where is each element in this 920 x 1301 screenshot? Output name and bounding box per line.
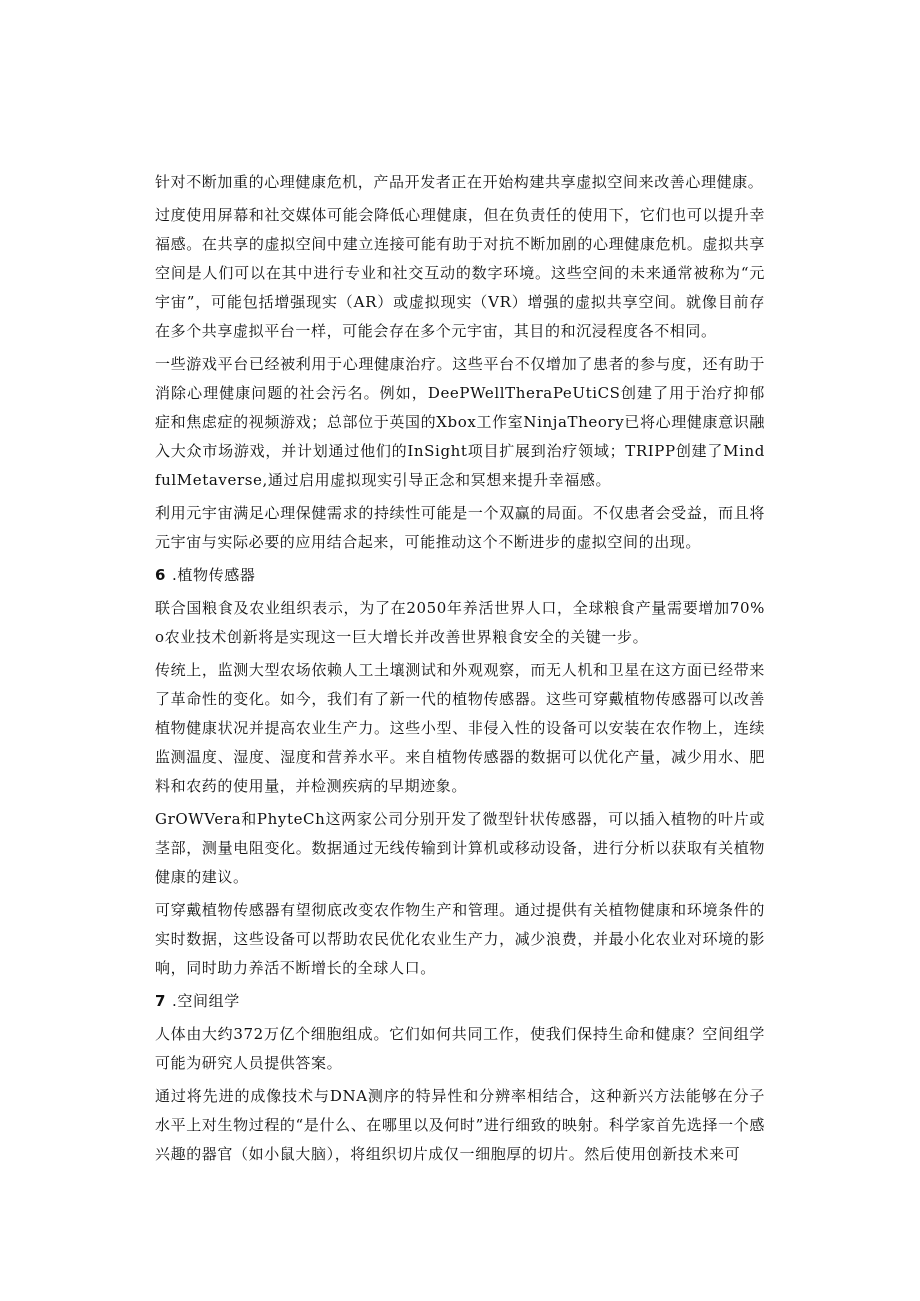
paragraph-wearable-sensors: 可穿戴植物传感器有望彻底改变农作物生产和管理。通过提供有关植物健康和环境条件的实时数据，这些设备可以帮助农民优化农业生产力，减少浪费，并最小化农业对环境的影响，同时助力养活不断增长的全球人口。 — [155, 901, 765, 977]
section-heading-plant-sensors — [155, 561, 765, 590]
section-number: 7 — [155, 992, 167, 1010]
paragraph-human-cells: 人体由大约372万亿个细胞组成。它们如何共同工作，使我们保持生命和健康？空间组学可能为研究人员提供答案。 — [155, 1025, 765, 1072]
document-body — [155, 168, 765, 1173]
paragraph-gaming-platforms: 一些游戏平台已经被利用于心理健康治疗。这些平台不仅增加了患者的参与度，还有助于消除心理健康问题的社会污名。例如，DeePWellTheraPeUtiCS创建了用于治疗抑郁症和焦虑症的视频游戏；总部位于英国的Xbox工作室NinjaTheory已将心理健康意识融入大众市场游戏，并计划通过他们的InSight项目扩展到治疗领域；TRIPP创建了MindfulMetaverse,通过启用虚拟现实引导正念和冥想来提升幸福感。 — [155, 355, 765, 489]
paragraph-companies: GrOWVera和PhyteCh这两家公司分别开发了微型针状传感器，可以插入植物的叶片或茎部，测量电阻变化。数据通过无线传输到计算机或移动设备，进行分析以获取有关植物健康的建议。 — [155, 810, 765, 886]
section-heading-spatial-omics — [155, 987, 765, 1016]
paragraph-metaverse-conclusion: 利用元宇宙满足心理保健需求的持续性可能是一个双赢的局面。不仅患者会受益，而且将元宇宙与实际必要的应用结合起来，可能推动这个不断进步的虚拟空间的出现。 — [155, 504, 765, 551]
paragraph-intro: 针对不断加重的心理健康危机，产品开发者正在开始构建共享虚拟空间来改善心理健康。 — [155, 173, 764, 191]
paragraph-monitoring: 传统上，监测大型农场依赖人工土壤测试和外观观察，而无人机和卫星在这方面已经带来了革命性的变化。如今，我们有了新一代的植物传感器。这些可穿戴植物传感器可以改善植物健康状况并提高农业生产力。这些小型、非侵入性的设备可以安装在农作物上，连续监测温度、湿度、湿度和营养水平。来自植物传感器的数据可以优化产量，减少用水、肥料和农药的使用量，并检测疾病的早期迹象。 — [155, 661, 765, 795]
paragraph-virtual-space: 过度使用屏幕和社交媒体可能会降低心理健康，但在负责任的使用下，它们也可以提升幸福感。在共享的虚拟空间中建立连接可能有助于对抗不断加剧的心理健康危机。虚拟共享空间是人们可以在其中进行专业和社交互动的数字环境。这些空间的未来通常被称为“元宇宙”，可能包括增强现实（AR）或虚拟现实（VR）增强的虚拟共享空间。就像目前存在多个共享虚拟平台一样，可能会存在多个元宇宙，其目的和沉浸程度各不相同。 — [155, 206, 765, 340]
section-number: 6 — [155, 566, 167, 584]
paragraph-imaging: 通过将先进的成像技术与DNA测序的特异性和分辨率相结合，这种新兴方法能够在分子水平上对生物过程的“是什么、在哪里以及何时”进行细致的映射。科学家首先选择一个感兴趣的器官（如小鼠大脑），将组织切片成仅一细胞厚的切片。然后使用创新技术来可 — [155, 1087, 765, 1163]
section-title: .植物传感器 — [172, 566, 256, 584]
section-title: .空间组学 — [172, 992, 240, 1010]
paragraph-fao: 联合国粮食及农业组织表示，为了在2050年养活世界人口，全球粮食产量需要增加70%o农业技术创新将是实现这一巨大增长并改善世界粮食安全的关键一步。 — [155, 599, 765, 646]
